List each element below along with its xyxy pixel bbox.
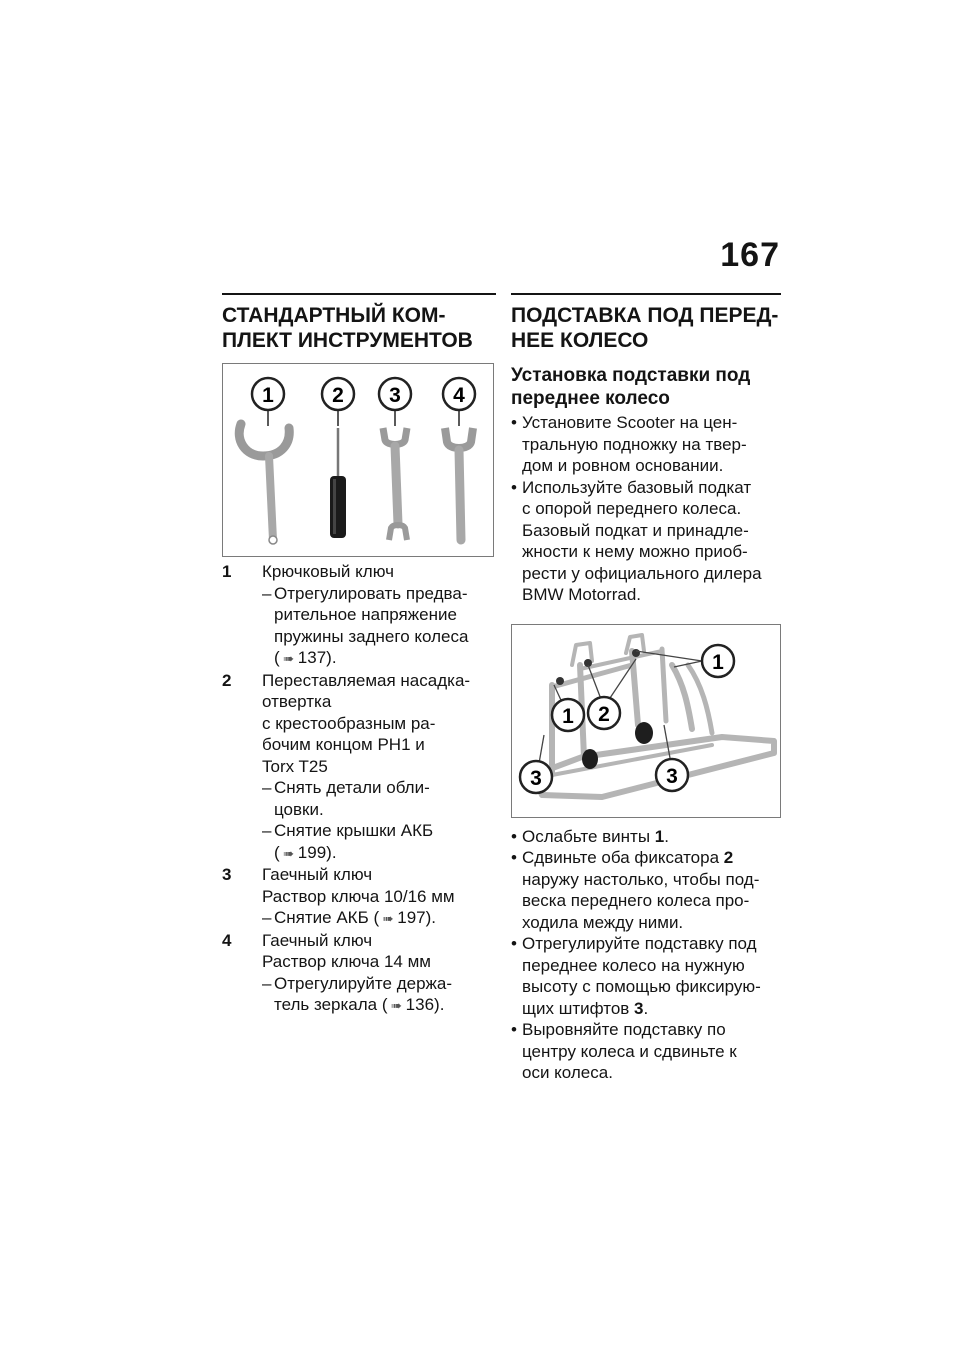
page-reference[interactable]: ( ➠ 199). (274, 842, 337, 862)
page-arrow-icon: ➠ (379, 911, 398, 926)
page-arrow-icon: ➠ (279, 845, 298, 861)
tool-kit-figure (222, 363, 494, 557)
hook-wrench-icon (239, 424, 289, 544)
tool-item-1: 1 Крючковый ключ – Отрегулировать предва- рительное напряжение пружины заднего колеса ( ➠ 137). (222, 561, 496, 670)
tool-use: – Снятие крышки АКБ ( ➠ 199). (262, 820, 496, 864)
front-wheel-stand-section (511, 293, 781, 1084)
tool-item-3: 3 Гаечный ключ Раствор ключа 10/16 мм – Снятие АКБ ( ➠ 197). (222, 864, 496, 930)
subsection-title: Установка подставки под переднее колесо (511, 365, 751, 409)
svg-text:1: 1 (562, 704, 574, 728)
tool-use: – Снять детали обли- цовки. (262, 778, 430, 819)
tool-item-2: 2 Переставляемая насадка- отвертка с крестообразным ра- бочим концом PH1 и Torx T25 – Снять детали обли- цовки. – Снятие крышки АКБ ( ➠ 199). (222, 670, 496, 865)
tool-use: – Снятие АКБ ( ➠ 197). (262, 908, 437, 927)
step-item: • Установите Scooter на цен- тральную подножку на твер- дом и ровном основании. (511, 413, 747, 475)
section-rule (222, 293, 496, 295)
callout-1 (552, 699, 584, 731)
callout-1 (702, 645, 734, 677)
section-title-tool-kit: СТАНДАРТНЫЙ КОМ- ПЛЕКТ ИНСТРУМЕНТОВ (222, 304, 473, 352)
tool-item-4: 4 Гаечный ключ Раствор ключа 14 мм – Отрегулируйте держа- тель зеркала ( ➠ 136). (222, 930, 496, 1017)
step-item: • Выровняйте подставку по центру колеса и сдвиньте к оси колеса. (511, 1020, 737, 1082)
svg-text:3: 3 (530, 766, 542, 790)
front-wheel-stand-illustration (512, 625, 780, 817)
page-reference[interactable]: ( ➠ 197). (373, 908, 437, 927)
tool-kit-illustration (223, 364, 493, 556)
svg-text:4: 4 (453, 384, 465, 407)
tool-name: Переставляемая насадка- (262, 670, 471, 690)
front-wheel-stand-figure (511, 624, 781, 818)
tool-list (222, 561, 496, 1017)
intro-steps (511, 412, 781, 606)
page-arrow-icon: ➠ (279, 651, 298, 666)
section-rule (511, 293, 781, 295)
tool-use: – Отрегулируйте держа- тель зеркала ( ➠ 136). (262, 973, 453, 1014)
svg-text:2: 2 (332, 384, 344, 407)
tool-use: – Отрегулировать предва- рительное напряжение пружины заднего колеса ( ➠ 137). (262, 583, 496, 670)
page-arrow-icon: ➠ (387, 998, 406, 1013)
svg-text:2: 2 (598, 702, 610, 726)
procedure-steps (511, 826, 781, 1084)
callout-3 (656, 759, 688, 791)
svg-text:3: 3 (389, 384, 401, 407)
callout-2 (322, 378, 354, 426)
svg-text:3: 3 (666, 764, 678, 788)
callout-3 (379, 378, 411, 426)
tool-name: Крючковый ключ (262, 562, 394, 581)
callout-3 (520, 761, 552, 793)
callout-2 (588, 697, 620, 729)
step-item: • Отрегулируйте подставку под переднее колесо на нужную высоту с помощью фиксирую- щих штифтов 3. (511, 934, 761, 1018)
callout-4 (443, 378, 475, 426)
page-number: 167 (720, 236, 780, 274)
open-end-wrench-14-icon (445, 428, 473, 540)
page-reference[interactable]: ( ➠ 136). (381, 995, 445, 1014)
tool-kit-section (222, 293, 496, 1017)
step-item: • Сдвиньте оба фиксатора 2 наружу настолько, чтобы под- веска переднего колеса про- ходила между ними. (511, 848, 760, 932)
open-end-wrench-10-16-icon (383, 428, 407, 540)
screwdriver-icon (330, 428, 346, 538)
page-reference[interactable]: ( ➠ 137). (274, 648, 337, 667)
callout-1 (252, 378, 284, 426)
tool-name: Гаечный ключ (262, 865, 373, 884)
svg-text:1: 1 (262, 384, 274, 407)
tool-name: Гаечный ключ (262, 930, 373, 950)
step-item: • Используйте базовый подкат с опорой переднего колеса. Базовый подкат и принадле- жности к нему можно приоб- рести у официального дилера BMW Motorrad. (511, 477, 762, 604)
step-item: • Ослабьте винты 1. (511, 826, 669, 846)
svg-text:1: 1 (712, 650, 724, 674)
section-title-front-wheel-stand: ПОДСТАВКА ПОД ПЕРЕД- НЕЕ КОЛЕСО (511, 304, 779, 352)
